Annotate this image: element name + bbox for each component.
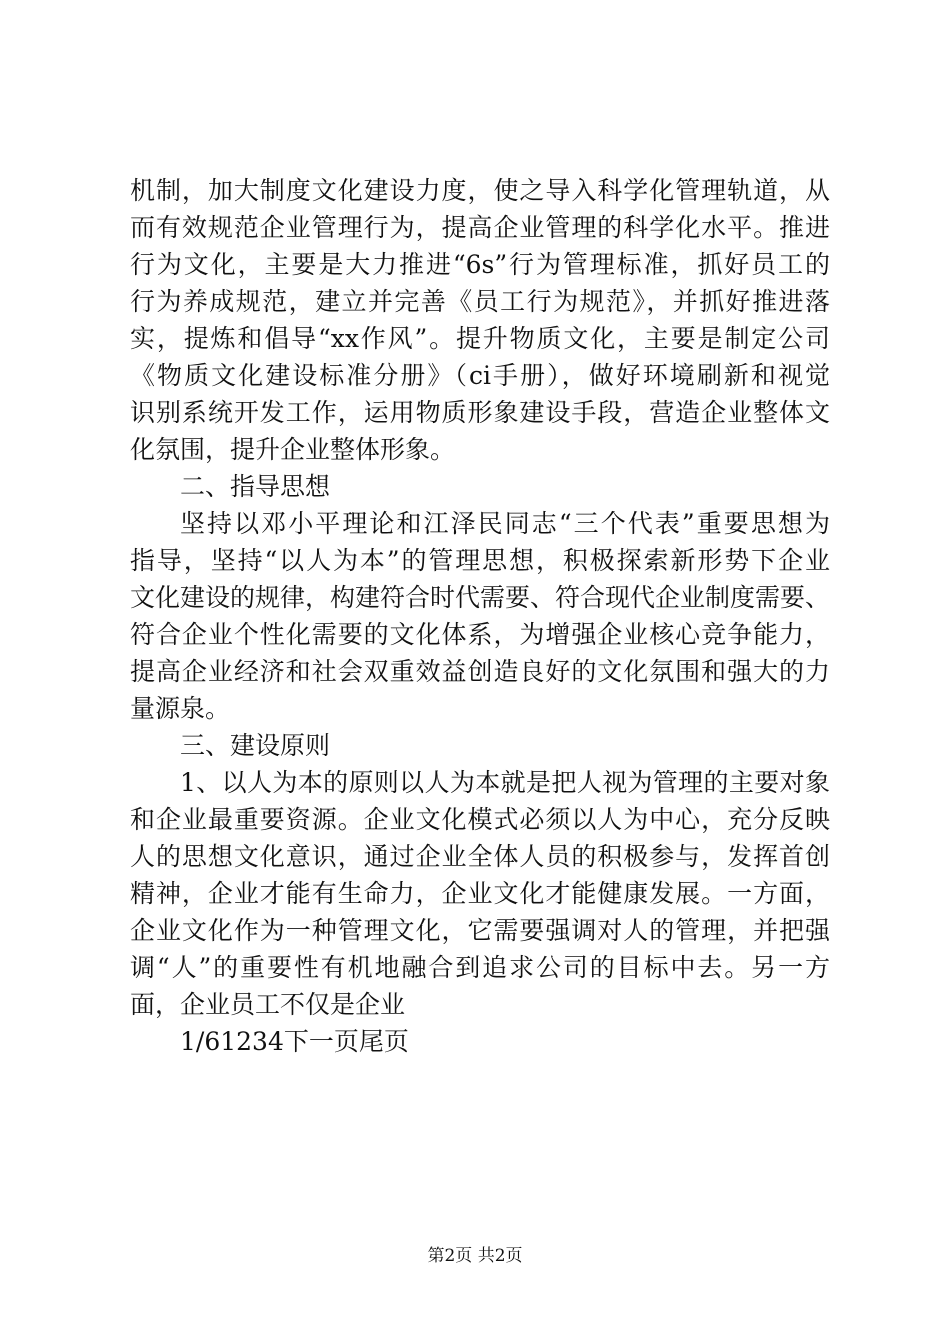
text-line: 行为文化，主要是大力推进“6s”行为管理标准，抓好员工的 xyxy=(130,250,830,279)
text-line: 实，提炼和倡导“xx作风”。提升物质文化，主要是制定公司 xyxy=(130,324,830,353)
pagination-text: 1/61234下一页尾页 xyxy=(180,1027,409,1056)
text-line: 符合企业个性化需要的文化体系，为增强企业核心竞争能力， xyxy=(130,620,830,649)
section-heading-construction-principles: 三、建设原则 xyxy=(180,731,331,760)
text-line: 坚持以邓小平理论和江泽民同志“三个代表”重要思想为 xyxy=(180,509,830,538)
body-text xyxy=(130,172,830,1060)
text-line: 《物质文化建设标准分册》（ci手册），做好环境刷新和视觉 xyxy=(130,361,830,390)
text-line: 调“人”的重要性有机地融合到追求公司的目标中去。另一方 xyxy=(130,953,830,982)
text-line: 识别系统开发工作，运用物质形象建设手段，营造企业整体文 xyxy=(130,398,830,427)
text-line: 而有效规范企业管理行为，提高企业管理的科学化水平。推进 xyxy=(130,213,830,242)
text-line: 文化建设的规律，构建符合时代需要、符合现代企业制度需要、 xyxy=(130,583,831,612)
text-line: 面，企业员工不仅是企业 xyxy=(130,990,406,1019)
text-line: 人的思想文化意识，通过企业全体人员的积极参与，发挥首创 xyxy=(130,842,830,871)
section-heading-guiding-thought: 二、指导思想 xyxy=(180,472,331,501)
text-line: 1、以人为本的原则以人为本就是把人视为管理的主要对象 xyxy=(180,768,830,797)
text-line: 和企业最重要资源。企业文化模式必须以人为中心，充分反映 xyxy=(130,805,830,834)
text-line: 企业文化作为一种管理文化，它需要强调对人的管理，并把强 xyxy=(130,916,830,945)
text-line: 提高企业经济和社会双重效益创造良好的文化氛围和强大的力 xyxy=(130,657,830,686)
page-footer: 第2页 共2页 xyxy=(427,1246,523,1266)
text-line: 指导，坚持“以人为本”的管理思想，积极探索新形势下企业 xyxy=(130,546,830,575)
text-line: 量源泉。 xyxy=(130,694,231,723)
text-line: 化氛围，提升企业整体形象。 xyxy=(130,435,456,464)
text-line: 行为养成规范，建立并完善《员工行为规范》，并抓好推进落 xyxy=(130,287,830,316)
text-line: 精神，企业才能有生命力，企业文化才能健康发展。一方面， xyxy=(130,879,830,908)
text-line: 机制，加大制度文化建设力度，使之导入科学化管理轨道，从 xyxy=(130,176,830,205)
